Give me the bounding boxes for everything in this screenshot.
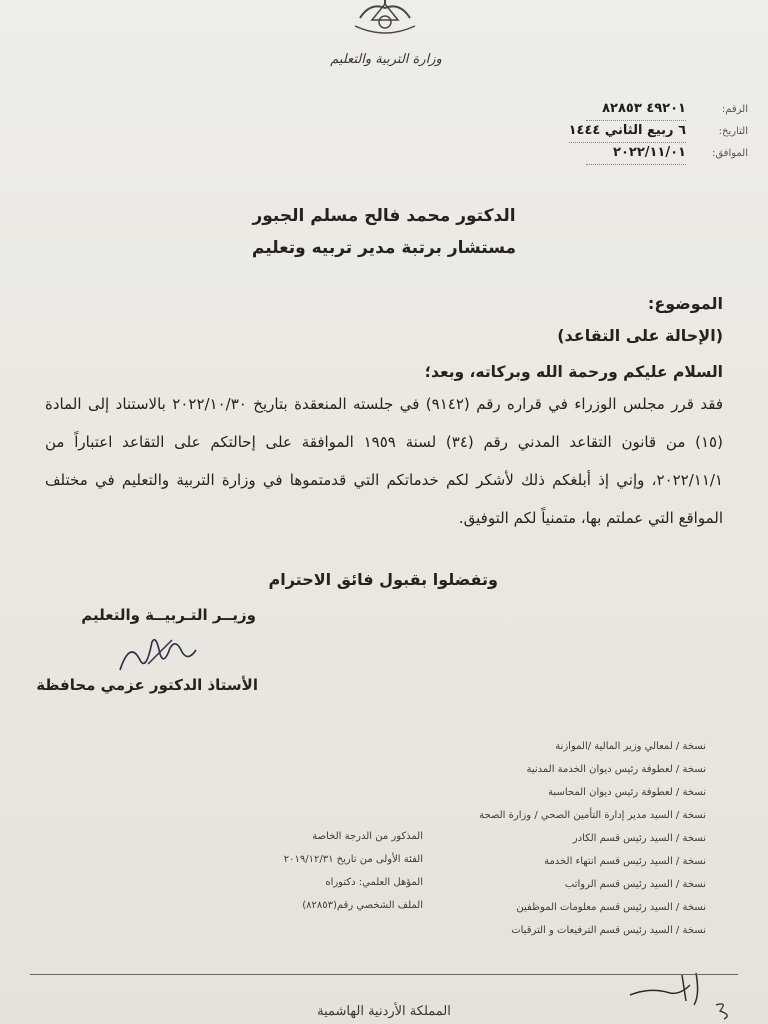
copy-item: نسخة / السيد رئيس قسم انتهاء الخدمة [544,856,706,867]
footer-text: المملكة الأردنية الهاشمية [317,1004,451,1019]
footer-divider [30,974,738,975]
copy-item: نسخة / السيد مدير إدارة التأمين الصحي / وزارة الصحة [479,810,706,821]
copy-item: نسخة / السيد رئيس قسم معلومات الموظفين [516,902,706,913]
minister-title: وزيــر التـربيــة والتعليم [81,606,256,624]
minister-name: الأستاذ الدكتور عزمي محافظة [36,676,258,694]
reference-block [528,98,748,164]
copy-item: نسخة / لمعالي وزير المالية /الموازنة [555,741,706,752]
ministry-logo-text: وزارة التربية والتعليم [330,52,442,67]
copy-item: نسخة / السيد رئيس قسم الرواتب [564,879,706,890]
copy-item: نسخة / السيد رئيس قسم الترفيعات و الترقيات [511,925,706,936]
employee-category: الفئة الأولى من تاريخ ٢٠١٩/١٢/٣١ [283,854,423,865]
hijri-date-label: التاريخ: [718,126,748,137]
subject-value: (الإحالة على التقاعد) [557,326,723,345]
subject-block [557,288,723,352]
employee-file-number: الملف الشخصي رقم(٨٢٨٥٣) [302,900,423,911]
reference-number-label: الرقم: [721,104,748,115]
copy-item: نسخة / لعطوفة رئيس ديوان الخدمة المدنية [526,764,706,775]
recipient-block [0,200,768,264]
gregorian-date-label: الموافق: [711,148,748,159]
copy-item: نسخة / لعطوفة رئيس ديوان المحاسبة [548,787,706,798]
gregorian-date-value: ٢٠٢٢/١١/٠١ [586,142,686,165]
gregorian-date-row [528,142,748,164]
copy-item: نسخة / السيد رئيس قسم الكادر [572,833,706,844]
reference-number-value: ٤٩٢٠١ ٨٢٨٥٣ [586,98,686,121]
employee-qualification: المؤهل العلمي: دكتوراه [325,877,423,888]
body-paragraph: فقد قرر مجلس الوزراء في قراره رقم (٩١٤٢) في جلسته المنعقدة بتاريخ ٢٠٢٢/١٠/٣٠ بالاستناد إلى المادة (١٥) من قانون التقاعد المدني رقم (٣٤) لسنة ١٩٥٩ الموافقة على إحالتكم على التقاعد اعتباراً من ٢٠٢٢/١١/١، وإني إذ أبلغكم ذلك لأشكر لكم خدماتكم التي قدمتموها في وزارة التربية والتعليم في مختلف المواقع التي عملتم بها، متمنياً لكم التوفيق. [45,395,724,527]
hijri-date-row [528,120,748,142]
recipient-name: الدكتور محمد فالح مسلم الجبور [252,206,516,226]
employee-grade: المذكور من الدرجة الخاصة [312,831,423,842]
reference-number-row [528,98,748,120]
employee-details [233,825,423,917]
copies-list [446,735,706,942]
royal-crest-icon [330,0,440,40]
hijri-date-value: ٦ ربيع الثاني ١٤٤٤ [569,120,686,143]
closing-line: وتفضلوا بقبول فائق الاحترام [268,570,498,589]
signature-icon [110,630,200,676]
subject-label: الموضوع: [647,294,723,313]
greeting: السلام عليكم ورحمة الله وبركاته، وبعد؛ [424,363,723,381]
recipient-title: مستشار برتبة مدير تربيه وتعليم [251,238,517,258]
